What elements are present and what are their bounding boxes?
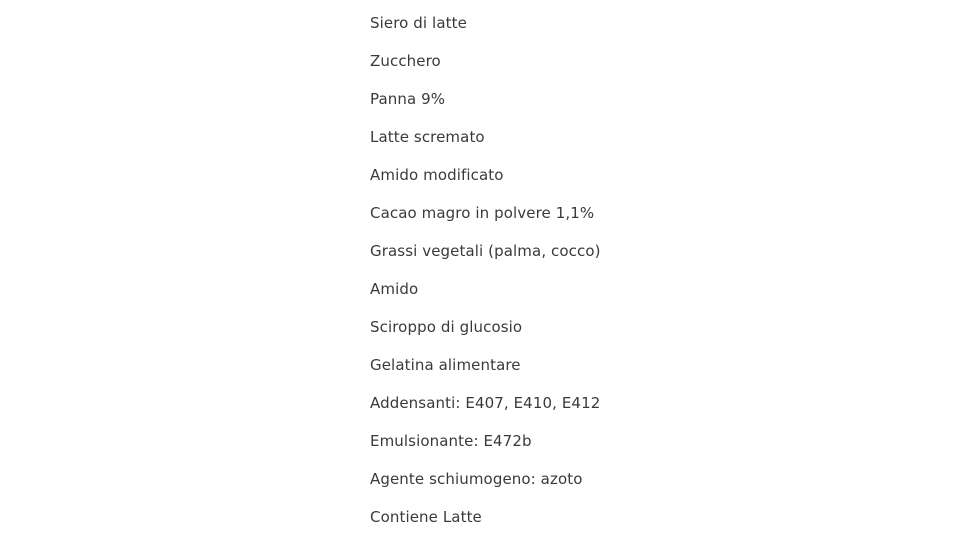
ingredient-item: Zucchero	[370, 52, 441, 70]
ingredient-item: Siero di latte	[370, 14, 467, 32]
ingredient-item: Agente schiumogeno: azoto	[370, 470, 583, 488]
ingredient-item: Amido modificato	[370, 166, 504, 184]
ingredient-item: Grassi vegetali (palma, cocco)	[370, 242, 601, 260]
ingredient-item: Sciroppo di glucosio	[370, 318, 523, 336]
ingredients-list	[370, 13, 770, 540]
ingredient-item: Addensanti: E407, E410, E412	[370, 394, 601, 412]
ingredient-item: Amido	[370, 280, 419, 298]
ingredient-item: Contiene Latte	[370, 508, 482, 526]
ingredient-item: Cacao magro in polvere 1,1%	[370, 204, 595, 222]
ingredient-item: Emulsionante: E472b	[370, 432, 532, 450]
ingredient-item: Panna 9%	[370, 90, 446, 108]
ingredient-item: Latte scremato	[370, 128, 485, 146]
ingredient-item: Gelatina alimentare	[370, 356, 521, 374]
